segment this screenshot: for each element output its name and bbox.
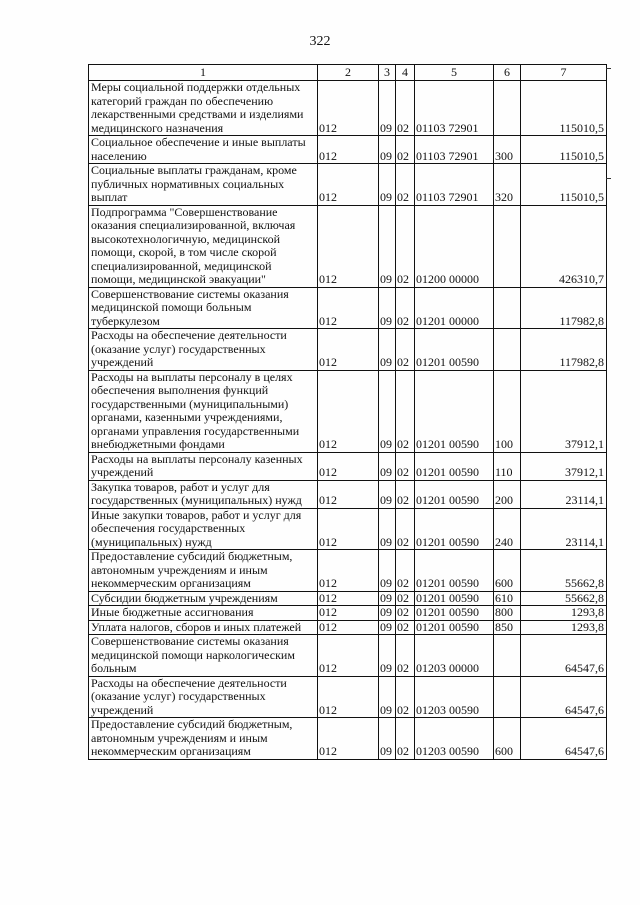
row-pr: 02 <box>396 606 415 621</box>
header-col-7: 7 <box>521 65 607 81</box>
row-vr: 320 <box>494 164 521 206</box>
page-number: 322 <box>309 34 331 49</box>
table-row <box>89 591 607 606</box>
row-vr <box>494 635 521 677</box>
row-gr: 012 <box>318 620 379 635</box>
row-amount: 23114,1 <box>521 480 607 508</box>
row-amount: 64547,6 <box>521 635 607 677</box>
row-name: Совершенствование системы оказания медицинской помощи наркологическим больным <box>89 635 318 677</box>
row-vr: 600 <box>494 718 521 760</box>
table-row <box>89 508 607 550</box>
header-row <box>89 65 607 81</box>
row-rz: 09 <box>379 606 396 621</box>
table-row <box>89 676 607 718</box>
row-gr: 012 <box>318 635 379 677</box>
row-cs: 01201 00590 <box>415 550 494 592</box>
row-name: Иные бюджетные ассигнования <box>89 606 318 621</box>
row-amount: 115010,5 <box>521 136 607 164</box>
row-amount: 1293,8 <box>521 620 607 635</box>
header-col-4: 4 <box>396 65 415 81</box>
row-gr: 012 <box>318 136 379 164</box>
row-pr: 02 <box>396 287 415 329</box>
row-amount: 426310,7 <box>521 205 607 287</box>
row-pr: 02 <box>396 635 415 677</box>
row-pr: 02 <box>396 370 415 452</box>
row-cs: 01201 00590 <box>415 508 494 550</box>
row-name: Совершенствование системы оказания медицинской помощи больным туберкулезом <box>89 287 318 329</box>
row-gr: 012 <box>318 606 379 621</box>
row-vr <box>494 205 521 287</box>
row-vr: 100 <box>494 370 521 452</box>
budget-table <box>88 64 607 760</box>
row-amount: 55662,8 <box>521 591 607 606</box>
table-row <box>89 81 607 136</box>
scan-mark <box>606 178 611 179</box>
header-col-6: 6 <box>494 65 521 81</box>
row-name: Социальное обеспечение и иные выплаты населению <box>89 136 318 164</box>
row-vr <box>494 676 521 718</box>
row-cs: 01103 72901 <box>415 164 494 206</box>
row-amount: 117982,8 <box>521 287 607 329</box>
row-vr: 800 <box>494 606 521 621</box>
row-amount: 64547,6 <box>521 676 607 718</box>
header-col-2: 2 <box>318 65 379 81</box>
row-amount: 23114,1 <box>521 508 607 550</box>
row-gr: 012 <box>318 550 379 592</box>
row-pr: 02 <box>396 508 415 550</box>
row-vr: 850 <box>494 620 521 635</box>
row-cs: 01201 00590 <box>415 452 494 480</box>
row-gr: 012 <box>318 591 379 606</box>
table-row <box>89 164 607 206</box>
table-row <box>89 550 607 592</box>
row-rz: 09 <box>379 287 396 329</box>
row-amount: 115010,5 <box>521 81 607 136</box>
row-vr: 200 <box>494 480 521 508</box>
row-pr: 02 <box>396 81 415 136</box>
table-row <box>89 620 607 635</box>
row-cs: 01201 00590 <box>415 370 494 452</box>
row-amount: 37912,1 <box>521 452 607 480</box>
scan-mark <box>606 68 611 69</box>
table-row <box>89 635 607 677</box>
row-gr: 012 <box>318 452 379 480</box>
row-pr: 02 <box>396 329 415 371</box>
table-row <box>89 136 607 164</box>
row-cs: 01201 00590 <box>415 620 494 635</box>
row-name: Субсидии бюджетным учреждениям <box>89 591 318 606</box>
row-pr: 02 <box>396 136 415 164</box>
table-row <box>89 329 607 371</box>
row-vr: 600 <box>494 550 521 592</box>
row-name: Предоставление субсидий бюджетным, автономным учреждениям и иным некоммерческим организациям <box>89 718 318 760</box>
row-vr: 300 <box>494 136 521 164</box>
row-pr: 02 <box>396 205 415 287</box>
row-name: Расходы на обеспечение деятельности (оказание услуг) государственных учреждений <box>89 329 318 371</box>
row-cs: 01200 00000 <box>415 205 494 287</box>
row-name: Предоставление субсидий бюджетным, автономным учреждениям и иным некоммерческим организациям <box>89 550 318 592</box>
row-cs: 01201 00000 <box>415 287 494 329</box>
row-gr: 012 <box>318 287 379 329</box>
row-rz: 09 <box>379 81 396 136</box>
row-name: Закупка товаров, работ и услуг для государственных (муниципальных) нужд <box>89 480 318 508</box>
row-pr: 02 <box>396 452 415 480</box>
row-gr: 012 <box>318 81 379 136</box>
row-name: Уплата налогов, сборов и иных платежей <box>89 620 318 635</box>
row-cs: 01203 00000 <box>415 635 494 677</box>
row-vr <box>494 287 521 329</box>
row-rz: 09 <box>379 635 396 677</box>
row-pr: 02 <box>396 550 415 592</box>
table-row <box>89 718 607 760</box>
row-cs: 01203 00590 <box>415 676 494 718</box>
row-vr <box>494 329 521 371</box>
row-gr: 012 <box>318 480 379 508</box>
row-name: Меры социальной поддержки отдельных категорий граждан по обеспечению лекарственными средствами и изделиями медицинского назначения <box>89 81 318 136</box>
row-pr: 02 <box>396 480 415 508</box>
row-name: Подпрограмма "Совершенствование оказания специализированной, включая высокотехнологичную, медицинской помощи, скорой, в том числе скорой специализированной, медицинской помощи, медицинской эвакуации" <box>89 205 318 287</box>
row-rz: 09 <box>379 718 396 760</box>
row-vr: 110 <box>494 452 521 480</box>
row-rz: 09 <box>379 480 396 508</box>
row-rz: 09 <box>379 591 396 606</box>
row-cs: 01103 72901 <box>415 81 494 136</box>
row-gr: 012 <box>318 329 379 371</box>
row-cs: 01201 00590 <box>415 606 494 621</box>
table-body <box>89 81 607 760</box>
row-name: Расходы на обеспечение деятельности (оказание услуг) государственных учреждений <box>89 676 318 718</box>
row-amount: 117982,8 <box>521 329 607 371</box>
row-amount: 37912,1 <box>521 370 607 452</box>
row-cs: 01203 00590 <box>415 718 494 760</box>
row-cs: 01201 00590 <box>415 480 494 508</box>
row-gr: 012 <box>318 205 379 287</box>
row-gr: 012 <box>318 718 379 760</box>
row-pr: 02 <box>396 676 415 718</box>
row-rz: 09 <box>379 136 396 164</box>
row-cs: 01201 00590 <box>415 591 494 606</box>
row-name: Расходы на выплаты персоналу в целях обеспечения выполнения функций государственными (муниципальными) органами, казенными учреждениями, органами управления государственными внебюджетными фондами <box>89 370 318 452</box>
table-row <box>89 370 607 452</box>
row-vr: 240 <box>494 508 521 550</box>
row-amount: 1293,8 <box>521 606 607 621</box>
table-row <box>89 606 607 621</box>
table-row <box>89 205 607 287</box>
row-rz: 09 <box>379 370 396 452</box>
row-pr: 02 <box>396 620 415 635</box>
row-rz: 09 <box>379 452 396 480</box>
row-pr: 02 <box>396 718 415 760</box>
row-amount: 115010,5 <box>521 164 607 206</box>
row-amount: 55662,8 <box>521 550 607 592</box>
row-pr: 02 <box>396 591 415 606</box>
row-name: Расходы на выплаты персоналу казенных учреждений <box>89 452 318 480</box>
row-cs: 01103 72901 <box>415 136 494 164</box>
table-row <box>89 287 607 329</box>
table-row <box>89 480 607 508</box>
row-rz: 09 <box>379 676 396 718</box>
row-gr: 012 <box>318 164 379 206</box>
header-col-5: 5 <box>415 65 494 81</box>
row-rz: 09 <box>379 205 396 287</box>
row-rz: 09 <box>379 550 396 592</box>
row-rz: 09 <box>379 508 396 550</box>
row-amount: 64547,6 <box>521 718 607 760</box>
row-name: Социальные выплаты гражданам, кроме публичных нормативных социальных выплат <box>89 164 318 206</box>
row-pr: 02 <box>396 164 415 206</box>
header-col-1: 1 <box>89 65 318 81</box>
row-gr: 012 <box>318 508 379 550</box>
row-rz: 09 <box>379 329 396 371</box>
row-vr <box>494 81 521 136</box>
table-row <box>89 452 607 480</box>
row-rz: 09 <box>379 164 396 206</box>
row-cs: 01201 00590 <box>415 329 494 371</box>
row-gr: 012 <box>318 370 379 452</box>
row-vr: 610 <box>494 591 521 606</box>
row-name: Иные закупки товаров, работ и услуг для обеспечения государственных (муниципальных) нужд <box>89 508 318 550</box>
row-rz: 09 <box>379 620 396 635</box>
row-gr: 012 <box>318 676 379 718</box>
header-col-3: 3 <box>379 65 396 81</box>
